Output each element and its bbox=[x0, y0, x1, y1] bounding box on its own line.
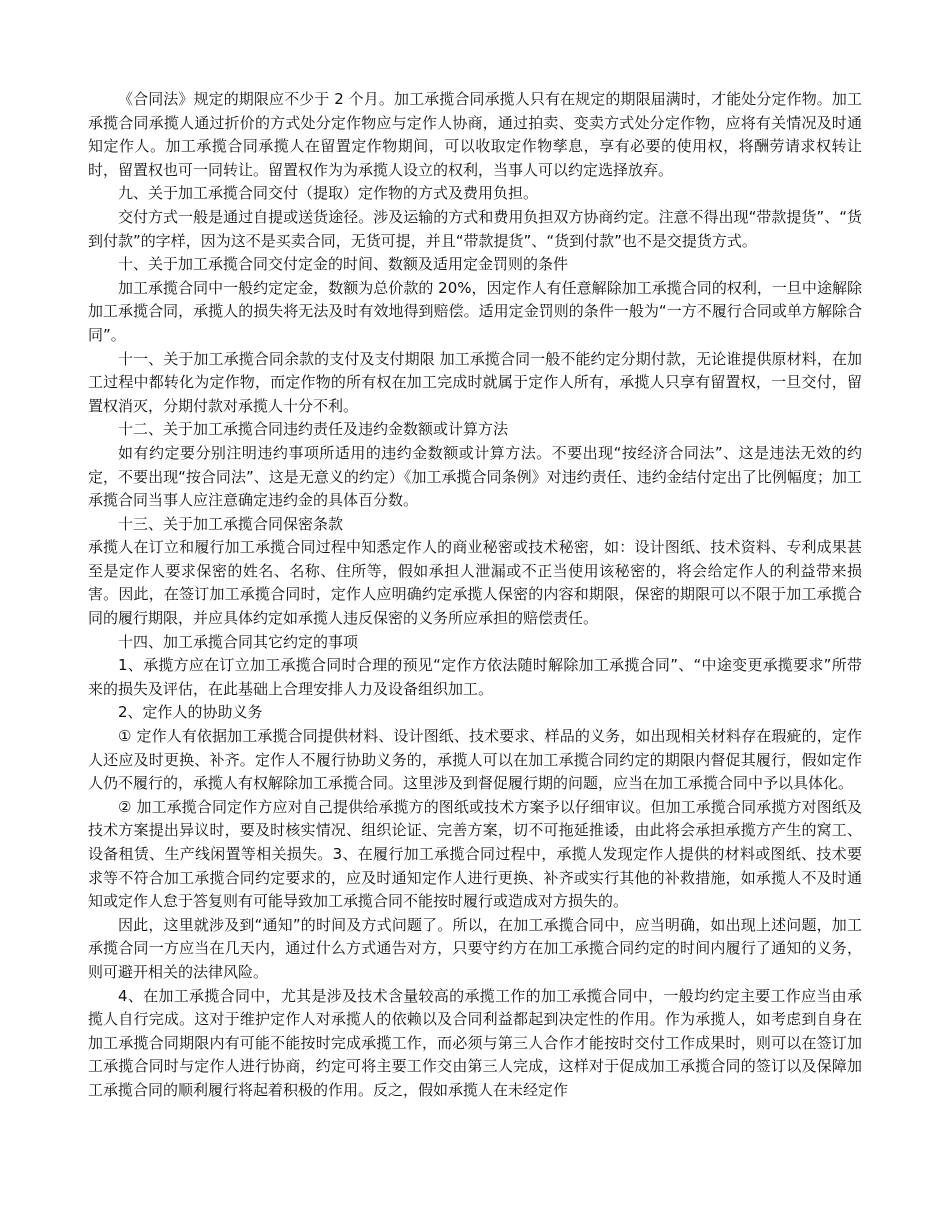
section-heading: 九、关于加工承揽合同交付（提取）定作物的方式及费用负担。 bbox=[118, 184, 539, 203]
paragraph: 1、承揽方应在订立加工承揽合同时合理的预见“定作方依法随时解除加工承揽合同”、“中途变更承揽要求”所带来的损失及评估，在此基础上合理安排人力及设备组织加工。 bbox=[88, 656, 862, 698]
paragraph: 《合同法》规定的期限应不少于 2 个月。加工承揽合同承揽人只有在规定的期限届满时，才能处分定作物。加工承揽合同承揽人通过折价的方式处分定作物应与定作人协商，通过拍卖、变卖方式处分定作物，应将有关情况及时通知定作人。加工承揽合同承揽人在留置定作物期间，可以收取定作物孳息，享有必要的使用权，将酬劳请求权转让时，留置权也可一同转让。留置权作为为承揽人设立的权利，当事人可以约定选择放弃。 bbox=[88, 90, 862, 179]
section-heading: 十、关于加工承揽合同交付定金的时间、数额及适用定金罚则的条件 bbox=[118, 255, 569, 274]
paragraph: 交付方式一般是通过自提或送货途径。涉及运输的方式和费用负担双方协商约定。注意不得出现“带款提货”、“货到付款”的字样，因为这不是买卖合同，无货可提，并且“带款提货”、“货到付款”也不是交提货方式。 bbox=[88, 207, 862, 250]
section-heading: 十二、关于加工承揽合同违约责任及违约金数额或计算方法 bbox=[118, 420, 509, 439]
paragraph: 如有约定要分别注明违约事项所适用的违约金数额或计算方法。不要出现“按经济合同法”、这是违法无效的约定，不要出现“按合同法”、这是无意义的约定）《加工承揽合同条例》对违约责任、违约金结付定出了比例幅度；加工承揽合同当事人应注意确定违约金的具体百分数。 bbox=[88, 443, 862, 510]
subsection-heading: 2、定作人的协助义务 bbox=[118, 703, 263, 722]
paragraph: 承揽人在订立和履行加工承揽合同过程中知悉定作人的商业秘密或技术秘密，如：设计图纸、技术资料、专利成果甚至是定作人要求保密的姓名、名称、住所等，假如承担人泄漏或不正当使用该秘密的，将会给定作人的利益带来损害。因此，在签订加工承揽合同时，定作人应明确约定承揽人保密的内容和期限，保密的期限可以不限于加工承揽合同的履行期限，并应具体约定如承揽人违反保密的义务所应承担的赔偿责任。 bbox=[88, 538, 862, 628]
section-heading: 十三、关于加工承揽合同保密条款 bbox=[118, 514, 344, 533]
paragraph: 加工承揽合同中一般约定定金，数额为总价款的 20%，因定作人有任意解除加工承揽合同的权利，一旦中途解除加工承揽合同，承揽人的损失将无法及时有效地得到赔偿。适用定金罚则的条件一般为“一方不履行合同或单方解除合同”。 bbox=[88, 278, 862, 344]
section-heading: 十四、加工承揽合同其它约定的事项 bbox=[118, 632, 359, 651]
paragraph: 十一、关于加工承揽合同余款的支付及支付期限 加工承揽合同一般不能约定分期付款，无论谁提供原材料，在加工过程中都转化为定作物，而定作物的所有权在加工完成时就属于定作人所有，承揽人只享有留置权，一旦交付，留置权消灭，分期付款对承揽人十分不利。 bbox=[88, 349, 862, 415]
paragraph: 因此，这里就涉及到“通知”的时间及方式问题了。所以，在加工承揽合同中，应当明确，如出现上述问题，加工承揽合同一方应当在几天内，通过什么方式通告对方，只要守约方在加工承揽合同约定的时间内履行了通知的义务，则可避开相关的法律风险。 bbox=[88, 915, 862, 981]
paragraph: 4、在加工承揽合同中，尤其是涉及技术含量较高的承揽工作的加工承揽合同中，一般均约定主要工作应当由承揽人自行完成。这对于维护定作人对承揽人的依赖以及合同利益都起到决定性的作用。作为承揽人，如考虑到自身在加工承揽合同期限内有可能不能按时完成承揽工作，而必须与第三人合作才能按时交付工作成果时，则可以在签订加工承揽合同时与定作人进行协商，约定可将主要工作交由第三人完成，这样对于促成加工承揽合同的签订以及保障加工承揽合同的顺利履行将起着积极的作用。反之，假如承揽人在未经定作 bbox=[88, 986, 862, 1099]
paragraph: ② 加工承揽合同定作方应对自己提供给承揽方的图纸或技术方案予以仔细审议。但加工承揽合同承揽方对图纸及技术方案提出异议时，要及时核实情况、组织论证、完善方案，切不可拖延推诿，由此将会承担承揽方产生的窝工、设备租赁、生产线闲置等相关损失。3、在履行加工承揽合同过程中，承揽人发现定作人提供的材料或图纸、技术要求等不符合加工承揽合同约定要求的，应及时通知定作人进行更换、补齐或实行其他的补救措施，如承揽人不及时通知或定作人怠于答复则有可能导致加工承揽合同不能按时履行或造成对方损失的。 bbox=[88, 797, 862, 911]
paragraph: ① 定作人有依据加工承揽合同提供材料、设计图纸、技术要求、样品的义务，如出现相关材料存在瑕疵的，定作人还应及时更换、补齐。定作人不履行协助义务的，承揽人可以在加工承揽合同约定的期限内督促其履行，假如定作人仍不履行的，承揽人有权解除加工承揽合同。这里涉及到督促履行期的问题，应当在加工承揽合同中予以具体化。 bbox=[88, 727, 862, 793]
document-body bbox=[88, 88, 862, 1103]
